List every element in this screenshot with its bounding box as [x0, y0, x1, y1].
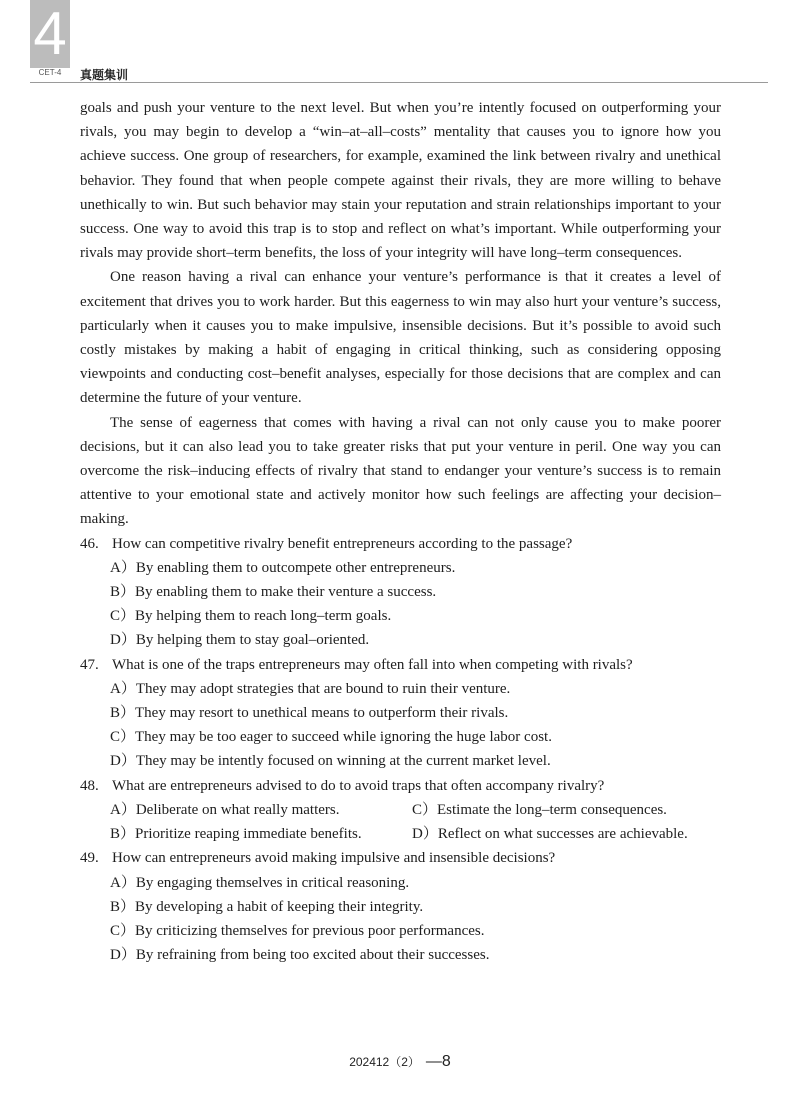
issue-number: 202412（2）	[349, 1055, 420, 1069]
passage-paragraph-1: goals and push your venture to the next level. But when you’re intently focused on outperforming your rivals, you may begin to develop a “win–at–all–costs” mentality that causes you to ignore how you achieve success. One group of researchers, for example, examined the link between rivalry and unethical behavior. They found that when people compete against their rivals, they are more willing to behave unethically to win. But such behavior may stain your reputation and strain relationships important to your success. One way to avoid this trap is to stop and reflect on what’s important. While outperforming your rivals may provide short–term benefits, the loss of your integrity will have long–term consequences.	[80, 100, 721, 262]
question-49	[80, 846, 721, 870]
chapter-number-block	[30, 0, 70, 68]
page-number: —8	[425, 1053, 451, 1070]
option-47-d: D）They may be intently focused on winning at the current market level.	[110, 753, 551, 770]
option-46-c: C）By helping them to reach long–term goals.	[110, 608, 392, 625]
option-47-a: A）They may adopt strategies that are bound to ruin their venture.	[110, 680, 511, 697]
question-number: 46.	[80, 535, 99, 552]
question-48	[80, 774, 721, 798]
section-label: 真题集训	[80, 68, 129, 82]
option-49-a: A）By engaging themselves in critical reasoning.	[110, 874, 410, 891]
page-footer	[0, 1053, 800, 1071]
passage-paragraph-2: One reason having a rival can enhance your venture’s performance is that it creates a level of excitement that drives you to work harder. But this eagerness to win may also hurt your venture’s success, particularly when it causes you to make impulsive, insensible decisions. But it’s possible to avoid such costly mistakes by making a habit of engaging in critical thinking, such as considering opposing viewpoints and conducting cost–benefit analyses, especially for those decisions that are complex and can determine the future of your venture.	[80, 269, 721, 407]
chapter-number: 4	[33, 0, 67, 67]
question-text: How can entrepreneurs avoid making impulsive and insensible decisions?	[112, 850, 556, 867]
option-48-d: D）Reflect on what successes are achievable.	[412, 826, 688, 843]
option-48-b: B）Prioritize reaping immediate benefits.	[110, 826, 362, 843]
page-content	[80, 96, 721, 967]
question-text: What is one of the traps entrepreneurs may often fall into when competing with rivals?	[112, 656, 633, 673]
option-49-d: D）By refraining from being too excited about their successes.	[110, 947, 490, 964]
option-47-b: B）They may resort to unethical means to outperform their rivals.	[110, 705, 509, 722]
question-text: How can competitive rivalry benefit entrepreneurs according to the passage?	[112, 535, 573, 552]
question-text: What are entrepreneurs advised to do to avoid traps that often accompany rivalry?	[112, 777, 605, 794]
question-number: 47.	[80, 656, 99, 673]
passage-paragraph-3: The sense of eagerness that comes with having a rival can not only cause you to make poorer decisions, but it can also lead you to take greater risks that put your venture in peril. One way you can overcome the risk–inducing effects of rivalry that stand to endanger your venture’s success is to remain attentive to your emotional state and actively monitor how such feelings are affecting your decision–making.	[80, 414, 721, 528]
header-divider	[30, 82, 768, 83]
option-49-b: B）By developing a habit of keeping their integrity.	[110, 898, 424, 915]
question-number: 49.	[80, 850, 99, 867]
question-number: 48.	[80, 777, 99, 794]
question-47	[80, 653, 721, 677]
option-46-a: A）By enabling them to outcompete other entrepreneurs.	[110, 559, 456, 576]
option-48-a: A）Deliberate on what really matters.	[110, 801, 340, 818]
question-46	[80, 532, 721, 556]
option-47-c: C）They may be too eager to succeed while ignoring the huge labor cost.	[110, 729, 552, 746]
options-48-grid	[80, 798, 721, 846]
option-49-c: C）By criticizing themselves for previous poor performances.	[110, 922, 485, 939]
cet-label: CET-4	[38, 68, 62, 77]
option-46-b: B）By enabling them to make their venture a success.	[110, 584, 437, 601]
option-48-c: C）Estimate the long–term consequences.	[412, 801, 667, 818]
option-46-d: D）By helping them to stay goal–oriented.	[110, 632, 370, 649]
